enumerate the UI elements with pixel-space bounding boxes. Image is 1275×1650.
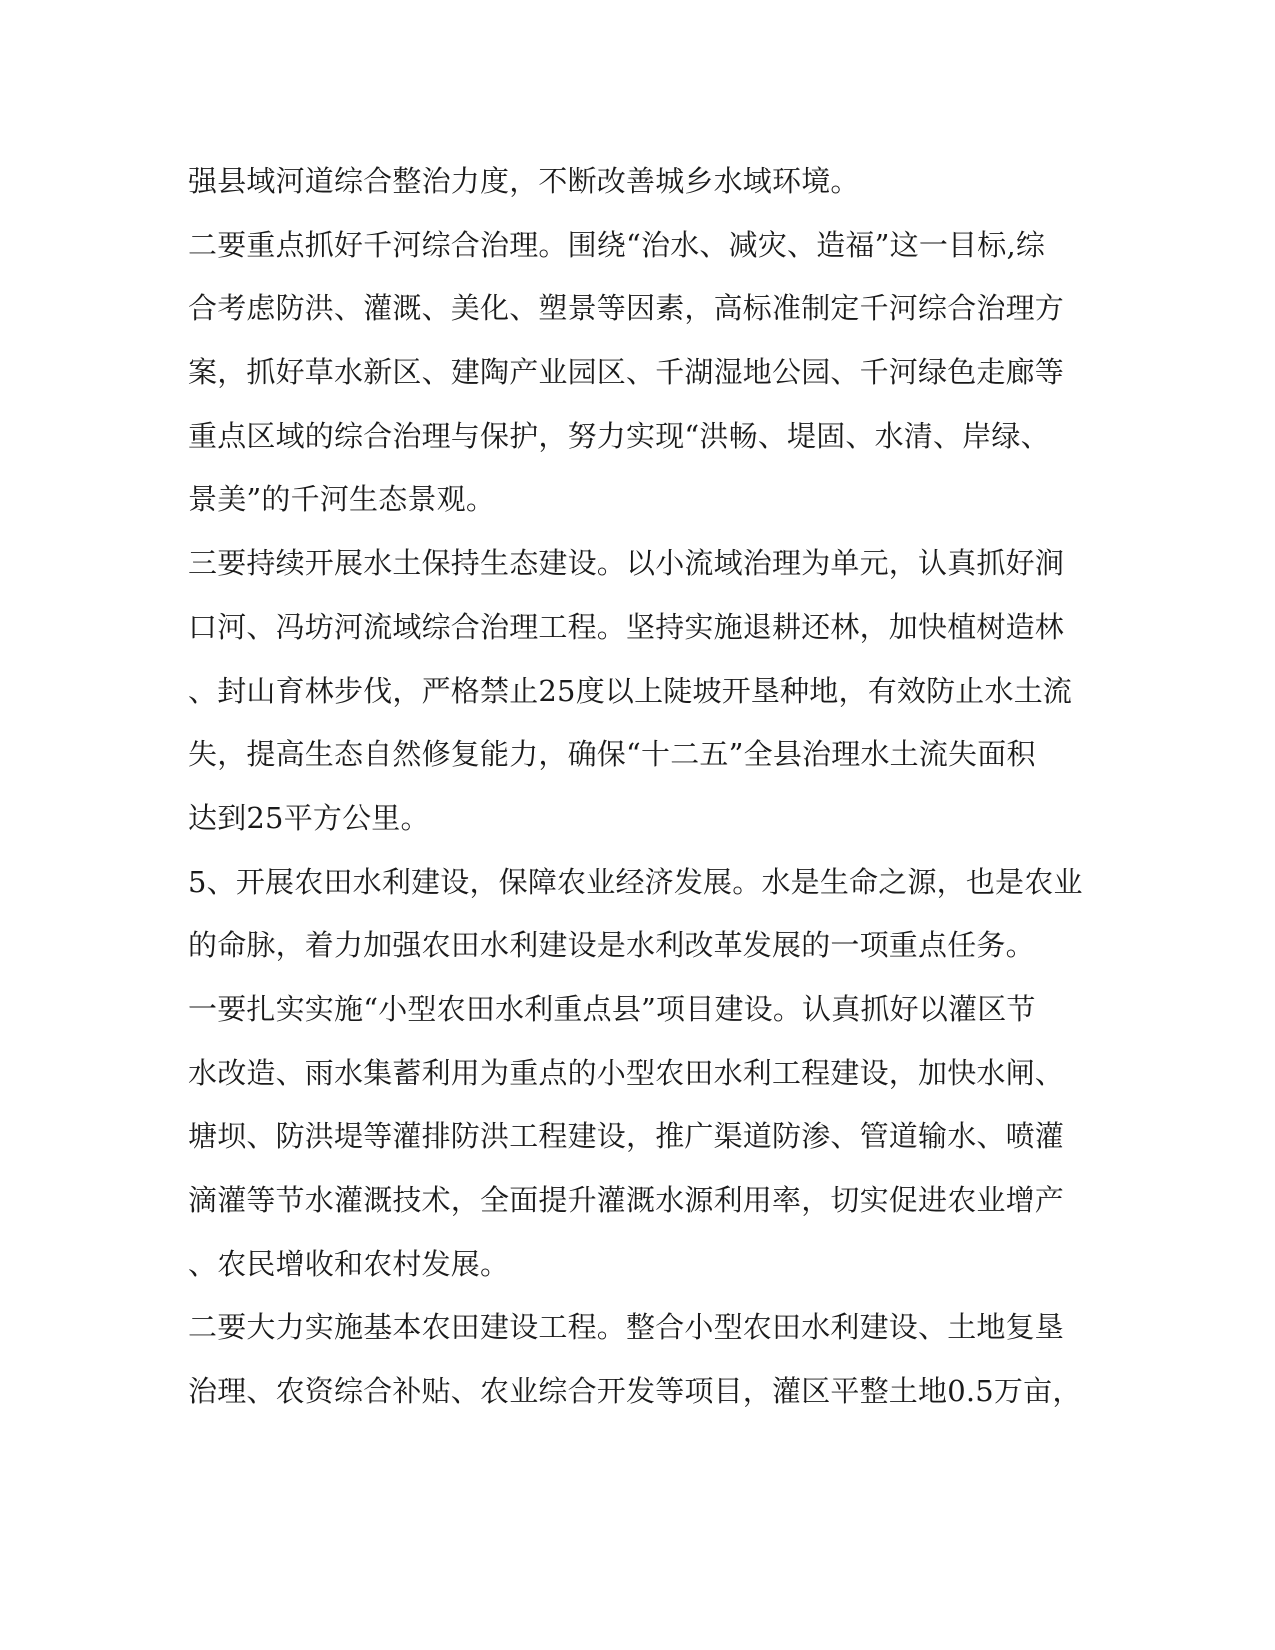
text-line: 、农民增收和农村发展。: [188, 1246, 510, 1281]
text-line: 5、开展农田水利建设，保障农业经济发展。水是生命之源，也是农业: [188, 864, 1083, 899]
text-line: 三要持续开展水土保持生态建设。以小流域治理为单元，认真抓好涧: [188, 546, 1065, 581]
text-line: 二要重点抓好千河综合治理。围绕“治水、减灾、造福”这一目标,综: [188, 227, 1046, 262]
text-line: 达到25平方公里。: [188, 800, 430, 835]
text-line: 的命脉，着力加强农田水利建设是水利改革发展的一项重点任务。: [188, 928, 1035, 963]
text-line: 水改造、雨水集蓄利用为重点的小型农田水利工程建设，加快水闸、: [188, 1055, 1065, 1090]
text-line: 口河、冯坊河流域综合治理工程。坚持实施退耕还林，加快植树造林: [188, 609, 1065, 644]
text-line: 失，提高生态自然修复能力，确保“十二五”全县治理水土流失面积: [188, 737, 1036, 772]
text-line: 治理、农资综合补贴、农业综合开发等项目，灌区平整土地0.5万亩，: [188, 1374, 1082, 1409]
text-line: 、封山育林步伐，严格禁止25度以上陡坡开垦种地，有效防止水土流: [188, 673, 1073, 708]
text-line: 景美”的千河生态景观。: [188, 482, 496, 517]
text-line: 滴灌等节水灌溉技术，全面提升灌溉水源利用率，切实促进农业增产: [188, 1183, 1065, 1217]
text-line: 重点区域的综合治理与保护，努力实现“洪畅、堤固、水清、岸绿、: [188, 418, 1050, 453]
text-line: 案，抓好草水新区、建陶产业园区、千湖湿地公园、千河绿色走廊等: [188, 355, 1065, 390]
text-line: 一要扎实实施“小型农田水利重点县”项目建设。认真抓好以灌区节: [188, 991, 1036, 1026]
body-text: [188, 166, 1098, 1440]
text-line: 塘坝、防洪堤等灌排防洪工程建设，推广渠道防渗、管道输水、喷灌: [188, 1119, 1065, 1154]
text-line: 强县域河道综合整治力度，不断改善城乡水域环境。: [188, 164, 860, 198]
text-line: 二要大力实施基本农田建设工程。整合小型农田水利建设、土地复垦: [188, 1310, 1065, 1345]
text-line: 合考虑防洪、灌溉、美化、塑景等因素，高标准制定千河综合治理方: [188, 291, 1065, 326]
